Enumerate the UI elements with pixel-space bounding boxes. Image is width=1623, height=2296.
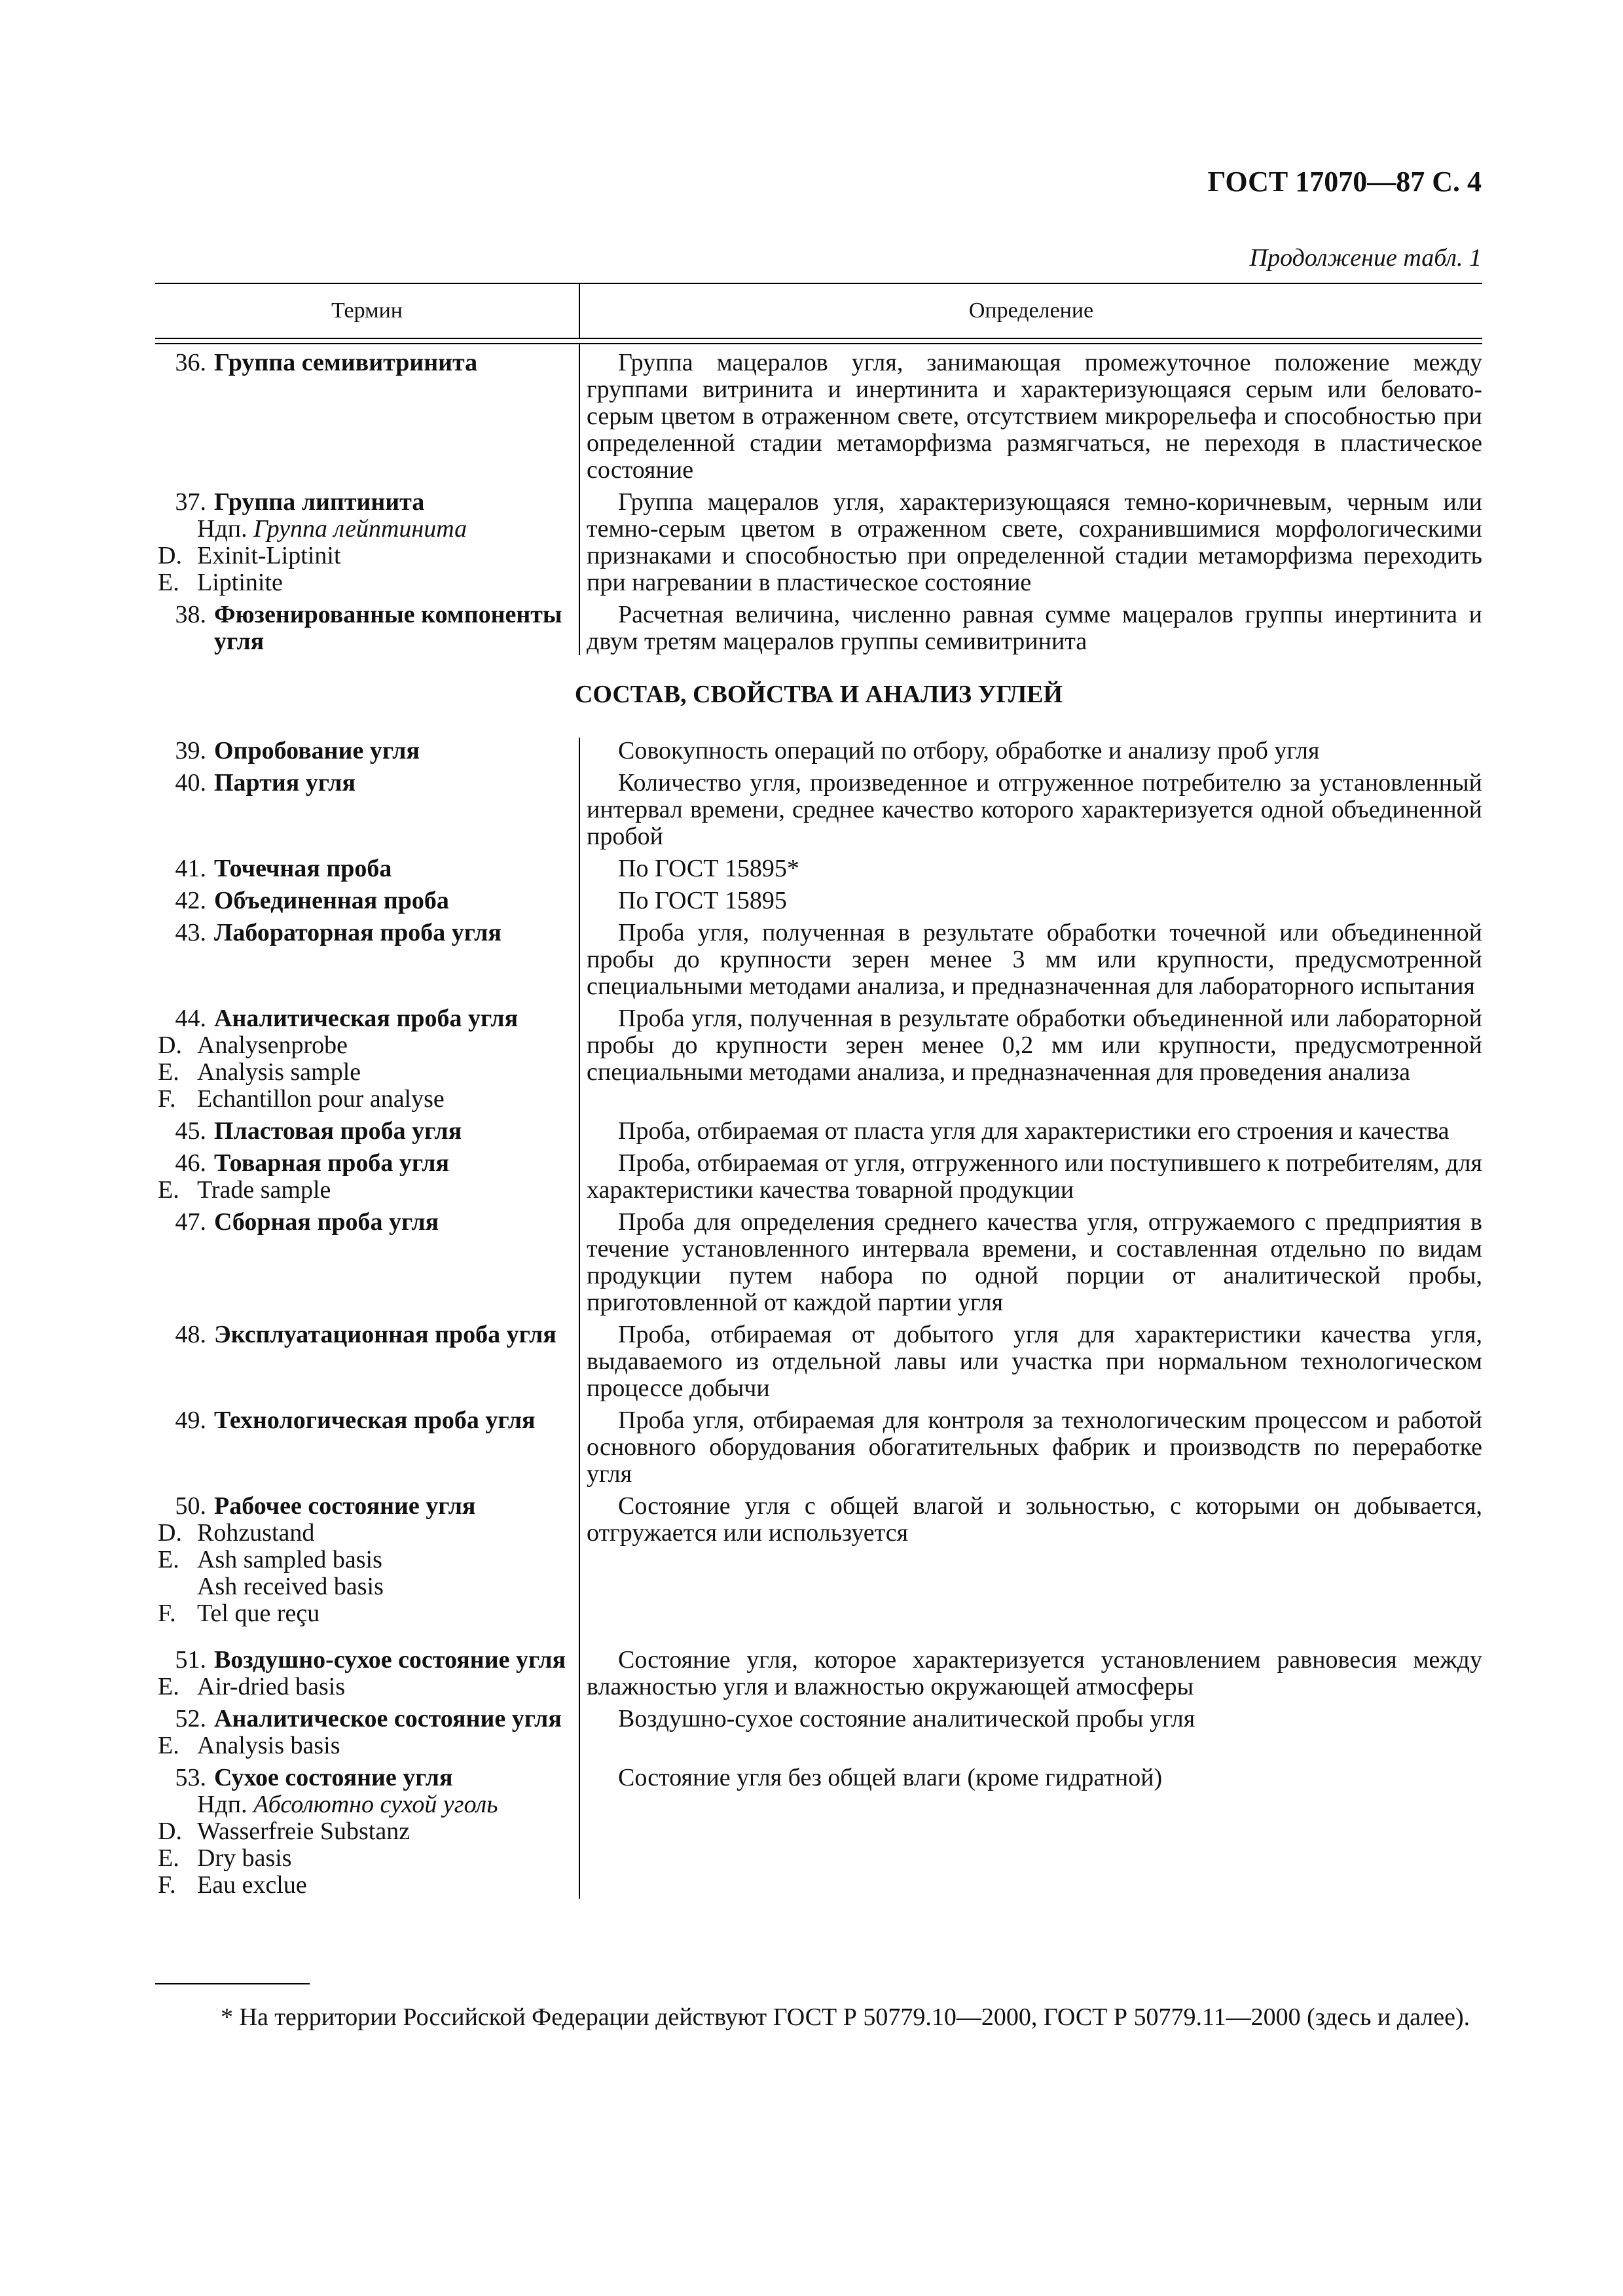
term-line	[155, 770, 574, 797]
term-number: 52.	[175, 1705, 206, 1732]
language-code: D.	[158, 1519, 182, 1547]
table-row	[155, 350, 1482, 484]
definition-text: Количество угля, произведенное и отгруженное потребителю за установленный интервал времени, среднее качество которого характеризуется одной объединенной пробой	[587, 769, 1482, 850]
definition-text: Расчетная величина, численно равная сумме мацералов группы инертинита и двум третям мацералов группы семивитринита	[587, 601, 1482, 655]
definition-cell	[579, 1647, 1482, 1700]
table-row	[155, 1765, 1482, 1899]
term-number: 51.	[175, 1646, 206, 1674]
term-cell	[155, 1150, 579, 1204]
term-equivalent	[155, 1086, 574, 1113]
term-equivalent	[155, 1600, 574, 1627]
deprecated-label: Ндп.	[197, 515, 247, 543]
term-cell	[155, 888, 579, 914]
term-cell	[155, 1765, 579, 1899]
definition-cell	[579, 1005, 1482, 1113]
term-cell	[155, 1005, 579, 1113]
term-equivalent	[155, 1732, 574, 1759]
language-code: E.	[158, 569, 179, 596]
table-row	[155, 738, 1482, 764]
term-line	[155, 601, 574, 628]
definition-text: Состояние угля без общей влаги (кроме гидратной)	[618, 1764, 1163, 1791]
term-number: 48.	[175, 1321, 206, 1348]
equivalent-term: Analysis basis	[197, 1732, 340, 1759]
term-name: Рабочее состояние угля	[214, 1492, 476, 1520]
definition-cell	[579, 601, 1482, 655]
definition-cell	[579, 1706, 1482, 1759]
table-row	[155, 1005, 1482, 1113]
term-name: Пластовая проба угля	[214, 1117, 462, 1145]
equivalent-term: Wasserfreie Substanz	[197, 1818, 410, 1845]
definition-text: По ГОСТ 15895	[618, 887, 787, 914]
term-name: Партия угля	[214, 769, 356, 797]
definition-text: Состояние угля с общей влагой и зольностью, с которыми он добывается, отгружается или используется	[587, 1492, 1482, 1547]
term-cell	[155, 1493, 579, 1627]
table-row	[155, 1321, 1482, 1402]
definition-text: Проба, отбираемая от добытого угля для характеристики качества угля, выдаваемого из отдельной лавы или участка при нормальном технологическом процессе добычи	[587, 1321, 1482, 1402]
table-row	[155, 601, 1482, 655]
term-name: Опробование угля	[214, 737, 420, 764]
term-line	[155, 1321, 574, 1348]
term-line	[155, 920, 574, 946]
term-equivalent	[155, 1872, 574, 1899]
term-line	[155, 1118, 574, 1145]
language-code: D.	[158, 542, 182, 569]
equivalent-term: Rohzustand	[197, 1519, 315, 1547]
term-cell	[155, 1321, 579, 1402]
term-number: 39.	[175, 737, 206, 764]
term-number: 38.	[175, 601, 206, 628]
term-line	[155, 855, 574, 882]
definition-cell	[579, 489, 1482, 596]
term-number: 36.	[175, 349, 206, 376]
term-number: 41.	[175, 855, 206, 882]
definition-text: Проба, отбираемая от пласта угля для характеристики его строения и качества	[618, 1117, 1450, 1145]
language-code: F.	[158, 1871, 176, 1899]
term-cell	[155, 1647, 579, 1700]
term-name-continued: угля	[214, 628, 264, 655]
header-double-rule	[155, 339, 1482, 344]
term-cell	[155, 855, 579, 882]
equivalent-term: Analysenprobe	[197, 1031, 348, 1059]
definition-cell	[579, 1209, 1482, 1316]
deprecated-label: Ндп.	[197, 1791, 247, 1818]
definition-cell	[579, 770, 1482, 850]
term-equivalent	[155, 569, 574, 596]
definition-text: Проба угля, полученная в результате обработки точечной или объединенной пробы до крупности зерен менее 3 мм или крупности, предусмотренной специальными методами анализа, и предназначенная для лабораторного испытания	[587, 919, 1482, 1000]
term-name: Технологическая проба угля	[214, 1407, 536, 1434]
table-segment-composition	[155, 738, 1482, 1899]
definition-text: Совокупность операций по отбору, обработке и анализу проб угля	[618, 737, 1320, 764]
table-continuation-note: Продолжение табл. 1	[1249, 244, 1482, 272]
definition-text: Проба для определения среднего качества угля, отгружаемого с предприятия в течение установленного интервала времени, и составленная отдельно по видам продукции путем набора по одной порции от аналитической пробы, приготовленной от каждой партии угля	[587, 1208, 1482, 1316]
definition-text: По ГОСТ 15895*	[618, 855, 799, 882]
definition-cell	[579, 1407, 1482, 1488]
term-cell	[155, 770, 579, 850]
language-code: E.	[158, 1546, 179, 1573]
term-number: 40.	[175, 769, 206, 797]
term-cell	[155, 601, 579, 655]
term-equivalent	[155, 1059, 574, 1086]
term-equivalent	[155, 516, 574, 543]
equivalent-term: Air-dried basis	[197, 1673, 346, 1700]
term-name: Точечная проба	[214, 855, 392, 882]
term-equivalent	[155, 1177, 574, 1204]
term-line	[155, 1407, 574, 1434]
footnote-rule	[155, 1983, 310, 1984]
term-name: Объединенная проба	[214, 887, 449, 914]
table-row	[155, 489, 1482, 596]
equivalent-term: Группа лейптинита	[253, 515, 467, 543]
term-equivalent	[155, 1520, 574, 1547]
table-segment-structure	[155, 344, 1482, 655]
term-line	[155, 1765, 574, 1791]
definition-cell	[579, 920, 1482, 1000]
table-row	[155, 770, 1482, 850]
term-equivalent	[155, 1547, 574, 1573]
term-number: 37.	[175, 488, 206, 516]
definition-text: Состояние угля, которое характеризуется установлением равновесия между влажностью угля и влажностью окружающей атмосферы	[587, 1646, 1482, 1700]
term-name: Фюзенированные компоненты	[214, 601, 562, 628]
term-cell	[155, 738, 579, 764]
definition-text: Воздушно-сухое состояние аналитической пробы угля	[618, 1705, 1195, 1732]
table-row	[155, 888, 1482, 914]
definition-text: Группа мацералов угля, характеризующаяся темно-коричневым, черным или темно-серым цветом в отраженном свете, сохранившимися морфологическими признаками и способностью при определенной стадии метаморфизма переходить при нагревании в пластическое состояние	[587, 488, 1482, 596]
term-line	[155, 888, 574, 914]
term-name: Воздушно-сухое состояние угля	[214, 1646, 566, 1674]
term-line	[155, 1150, 574, 1177]
equivalent-term: Абсолютно сухой уголь	[253, 1791, 498, 1818]
term-line	[155, 350, 574, 376]
term-line	[155, 1005, 574, 1032]
equivalent-term: Trade sample	[197, 1176, 331, 1204]
term-name: Эксплуатационная проба угля	[214, 1321, 556, 1348]
term-cell	[155, 489, 579, 596]
language-code: D.	[158, 1818, 182, 1845]
term-number: 43.	[175, 919, 206, 946]
term-name: Группа семивитринита	[214, 349, 478, 376]
language-code: D.	[158, 1031, 182, 1059]
column-header-term: Термин	[331, 298, 403, 323]
term-number: 46.	[175, 1149, 206, 1177]
definition-cell	[579, 1118, 1482, 1145]
table-row	[155, 1150, 1482, 1204]
term-number: 42.	[175, 887, 206, 914]
term-line	[155, 738, 574, 764]
language-code: E.	[158, 1673, 179, 1700]
term-number: 49.	[175, 1407, 206, 1434]
language-code: F.	[158, 1600, 176, 1627]
language-code: E.	[158, 1176, 179, 1204]
definition-cell	[579, 1150, 1482, 1204]
term-name: Товарная проба угля	[214, 1149, 450, 1177]
term-equivalent	[155, 1674, 574, 1700]
equivalent-term: Ash sampled basis	[197, 1546, 382, 1573]
definition-cell	[579, 1765, 1482, 1899]
term-name: Сборная проба угля	[214, 1208, 439, 1236]
term-cell	[155, 1209, 579, 1316]
equivalent-term: Dry basis	[197, 1844, 292, 1872]
equivalent-term: Ash received basis	[197, 1573, 384, 1600]
term-name: Лабораторная проба угля	[214, 919, 501, 946]
term-cell	[155, 1407, 579, 1488]
table-row	[155, 1407, 1482, 1488]
definition-cell	[579, 738, 1482, 764]
term-name: Сухое состояние угля	[214, 1764, 453, 1791]
term-equivalent	[155, 543, 574, 569]
equivalent-term: Eau exclue	[197, 1871, 307, 1899]
terms-table	[155, 283, 1482, 1904]
term-cell	[155, 1118, 579, 1145]
equivalent-term: Echantillon pour analyse	[197, 1085, 445, 1113]
term-number: 50.	[175, 1492, 206, 1520]
definition-cell	[579, 855, 1482, 882]
term-line	[155, 1209, 574, 1236]
table-row	[155, 1118, 1482, 1145]
column-header-definition: Определение	[968, 298, 1094, 323]
language-code: E.	[158, 1732, 179, 1759]
definition-text: Проба, отбираемая от угля, отгруженного или поступившего к потребителям, для характеристики качества товарной продукции	[587, 1149, 1482, 1204]
term-cell	[155, 1706, 579, 1759]
term-number: 44.	[175, 1005, 206, 1032]
table-row	[155, 855, 1482, 882]
definition-text: Группа мацералов угля, занимающая промежуточное положение между группами витринита и инертинита и характеризующаяся серым или беловато-серым цветом в отраженном свете, отсутствием микрорельефа и способностью при определенной стадии метаморфизма размягчаться, не переходя в пластическое состояние	[587, 349, 1482, 484]
equivalent-term: Liptinite	[197, 569, 283, 596]
table-row	[155, 1706, 1482, 1759]
term-name: Группа липтинита	[214, 488, 425, 516]
definition-cell	[579, 1321, 1482, 1402]
table-row	[155, 1209, 1482, 1316]
table-row	[155, 1493, 1482, 1627]
term-name: Аналитическая проба угля	[214, 1005, 519, 1032]
section-title: СОСТАВ, СВОЙСТВА И АНАЛИЗ УГЛЕЙ	[574, 681, 1063, 708]
term-line	[155, 1493, 574, 1520]
definition-cell	[579, 350, 1482, 484]
table-row	[155, 1647, 1482, 1700]
term-number: 47.	[175, 1208, 206, 1236]
term-number: 45.	[175, 1117, 206, 1145]
footnote: * На территории Российской Федерации действуют ГОСТ Р 50779.10—2000, ГОСТ Р 50779.11—2000 (здесь и далее).	[221, 2003, 1470, 2031]
language-code: E.	[158, 1844, 179, 1872]
language-code: E.	[158, 1058, 179, 1086]
definition-cell	[579, 1493, 1482, 1627]
equivalent-term: Exinit-Liptinit	[197, 542, 341, 569]
term-equivalent	[155, 1845, 574, 1872]
term-cell	[155, 920, 579, 1000]
term-cell	[155, 350, 579, 484]
equivalent-term: Tel que reçu	[197, 1600, 320, 1627]
table-column-header	[155, 283, 1482, 339]
term-line	[155, 489, 574, 516]
term-equivalent	[155, 1791, 574, 1818]
term-line	[155, 1647, 574, 1674]
definition-text: Проба угля, полученная в результате обработки объединенной или лабораторной пробы до крупности зерен менее 0,2 мм или крупности, предусмотренной специальными методами анализа, и предназначенная для проведения анализа	[587, 1005, 1482, 1086]
page-header-title: ГОСТ 17070—87 С. 4	[1207, 166, 1482, 198]
language-code: F.	[158, 1085, 176, 1113]
definition-cell	[579, 888, 1482, 914]
equivalent-term: Analysis sample	[197, 1058, 361, 1086]
term-name: Аналитическое состояние угля	[214, 1705, 562, 1732]
term-number: 53.	[175, 1764, 206, 1791]
term-equivalent	[155, 1818, 574, 1845]
table-row	[155, 920, 1482, 1000]
term-line	[155, 1706, 574, 1732]
term-equivalent	[155, 1573, 574, 1600]
definition-text: Проба угля, отбираемая для контроля за технологическим процессом и работой основного оборудования обогатительных фабрик и производств по переработке угля	[587, 1407, 1482, 1488]
term-equivalent	[155, 1032, 574, 1059]
